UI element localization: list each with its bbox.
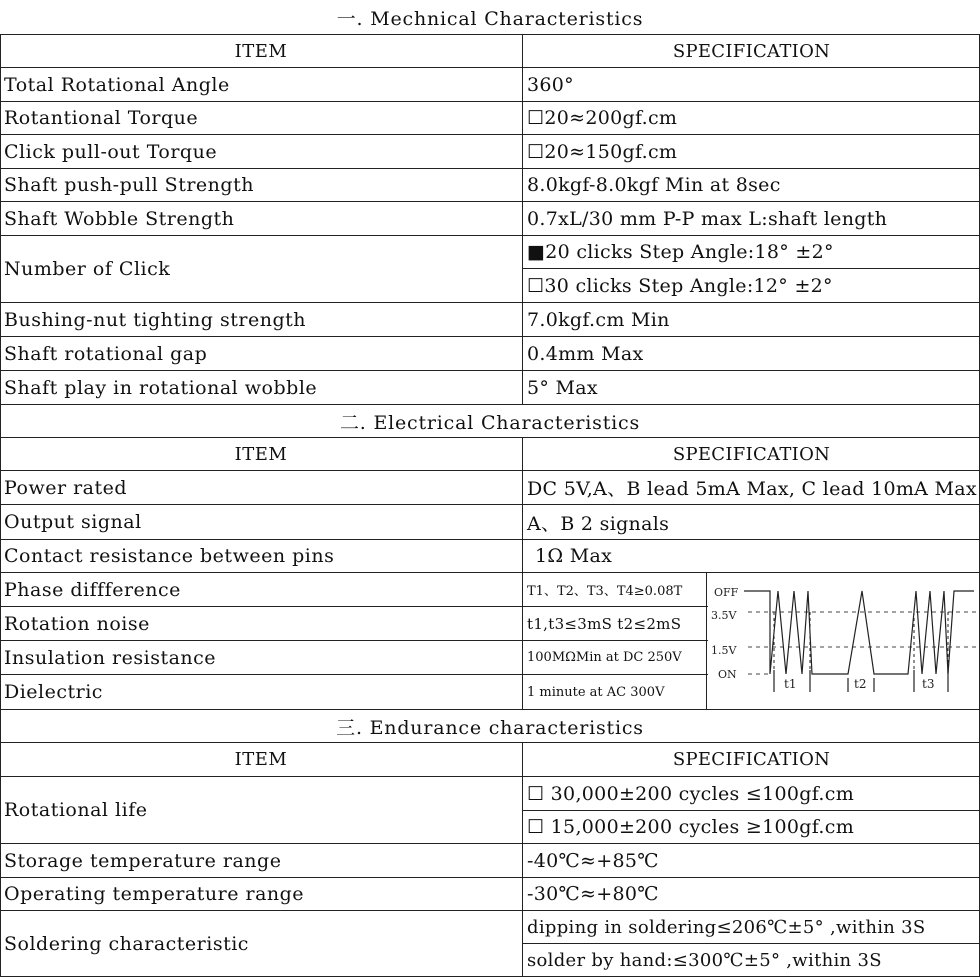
spec-value: T1、T2、T3、T4≥0.08T xyxy=(523,573,707,606)
table-row xyxy=(0,471,980,505)
section-title-text: 二. Electrical Characteristics xyxy=(339,411,641,434)
table-row xyxy=(0,236,980,303)
spec-value: DC 5V,A、B lead 5mA Max, C lead 10mA Max xyxy=(527,478,977,500)
label-off: OFF xyxy=(714,586,739,599)
item-label: Shaft rotational gap xyxy=(0,337,523,370)
item-label: Number of Click xyxy=(0,236,523,302)
spec-value: ■20 clicks Step Angle:18° ±2° xyxy=(523,236,980,269)
label-t3: t3 xyxy=(922,677,935,691)
item-label: Storage temperature range xyxy=(0,844,523,877)
item-label: Dielectric xyxy=(0,675,523,709)
item-label: Soldering characteristic xyxy=(0,911,523,976)
spec-value: 1 minute at AC 300V xyxy=(523,675,707,709)
item-label: Bushing-nut tighting strength xyxy=(0,303,523,336)
item-label: Rotation noise xyxy=(0,607,523,640)
item-label: Output signal xyxy=(0,505,523,539)
header-spec: SPECIFICATION xyxy=(672,749,831,770)
spec-value: -40℃≈+85℃ xyxy=(527,849,659,872)
item-label: Phase diffference xyxy=(0,573,523,606)
table-row xyxy=(0,911,980,977)
spec-value: A、B 2 signals xyxy=(527,512,670,535)
item-label: Rotantional Torque xyxy=(0,102,523,134)
header-spec: SPECIFICATION xyxy=(672,40,831,62)
table-row xyxy=(0,303,980,337)
table-row xyxy=(0,371,980,405)
spec-value: 1Ω Max xyxy=(535,545,613,567)
spec-value: -30℃≈+80℃ xyxy=(527,883,659,905)
header-item: ITEM xyxy=(0,743,523,776)
table-row xyxy=(0,68,980,102)
table-row xyxy=(0,202,980,236)
spec-value: 360° xyxy=(527,73,574,96)
item-label: Click pull-out Torque xyxy=(0,135,523,168)
spec-value: solder by hand:≤300℃±5° ,within 3S xyxy=(527,949,882,971)
item-label: Total Rotational Angle xyxy=(0,68,523,101)
label-1-5v: 1.5V xyxy=(711,644,737,657)
section-title-mechanical xyxy=(0,0,980,35)
item-label: Shaft push-pull Strength xyxy=(0,169,523,201)
table-row xyxy=(0,169,980,202)
spec-value: 5° Max xyxy=(527,376,598,399)
section-title-endurance xyxy=(0,710,980,743)
item-label: Power rated xyxy=(0,471,523,504)
table-row xyxy=(0,777,980,844)
spec-value: t1,t3≤3mS t2≤2mS xyxy=(523,607,707,640)
spec-value: ☐20≈200gf.cm xyxy=(527,107,678,129)
header-item: ITEM xyxy=(0,438,523,470)
label-t2: t2 xyxy=(854,677,867,691)
waveform-diagram xyxy=(708,574,979,708)
spec-value: 7.0kgf.cm Min xyxy=(527,308,670,331)
spec-value: 0.4mm Max xyxy=(527,342,644,365)
spec-value: dipping in soldering≤206℃±5° ,within 3S xyxy=(523,911,980,944)
label-t1: t1 xyxy=(784,677,797,691)
spec-value: 8.0kgf-8.0kgf Min at 8sec xyxy=(527,174,781,196)
item-label: Insulation resistance xyxy=(0,641,523,674)
table-row xyxy=(0,102,980,135)
table-header-row xyxy=(0,438,980,471)
label-on: ON xyxy=(718,668,737,681)
spec-value: ☐ 30,000±200 cycles ≤100gf.cm xyxy=(523,777,980,811)
item-label: Shaft play in rotational wobble xyxy=(0,371,523,404)
table-row xyxy=(0,878,980,911)
item-label: Rotational life xyxy=(0,777,523,843)
spec-value: 0.7xL/30 mm P-P max L:shaft length xyxy=(527,207,888,230)
item-label: Operating temperature range xyxy=(0,878,523,910)
spec-value: ☐ 15,000±200 cycles ≥100gf.cm xyxy=(527,816,855,838)
spec-value: 100MΩMin at DC 250V xyxy=(523,641,707,674)
item-label: Contact resistance between pins xyxy=(0,540,523,572)
table-row xyxy=(0,505,980,540)
table-header-row xyxy=(0,35,980,68)
spec-value: ☐20≈150gf.cm xyxy=(527,140,678,163)
section-title-text: 三. Endurance characteristics xyxy=(336,716,644,739)
table-row xyxy=(0,135,980,169)
header-item: ITEM xyxy=(0,35,523,67)
item-label: Shaft Wobble Strength xyxy=(0,202,523,235)
table-row xyxy=(0,844,980,878)
label-3-5v: 3.5V xyxy=(711,609,737,622)
spec-value: ☐30 clicks Step Angle:12° ±2° xyxy=(527,274,833,297)
table-row xyxy=(0,337,980,371)
header-spec: SPECIFICATION xyxy=(672,443,831,465)
table-header-row xyxy=(0,743,980,777)
section-title-text: 一. Mechnical Characteristics xyxy=(336,7,644,30)
section-title-electrical xyxy=(0,405,980,438)
table-row xyxy=(0,540,980,573)
